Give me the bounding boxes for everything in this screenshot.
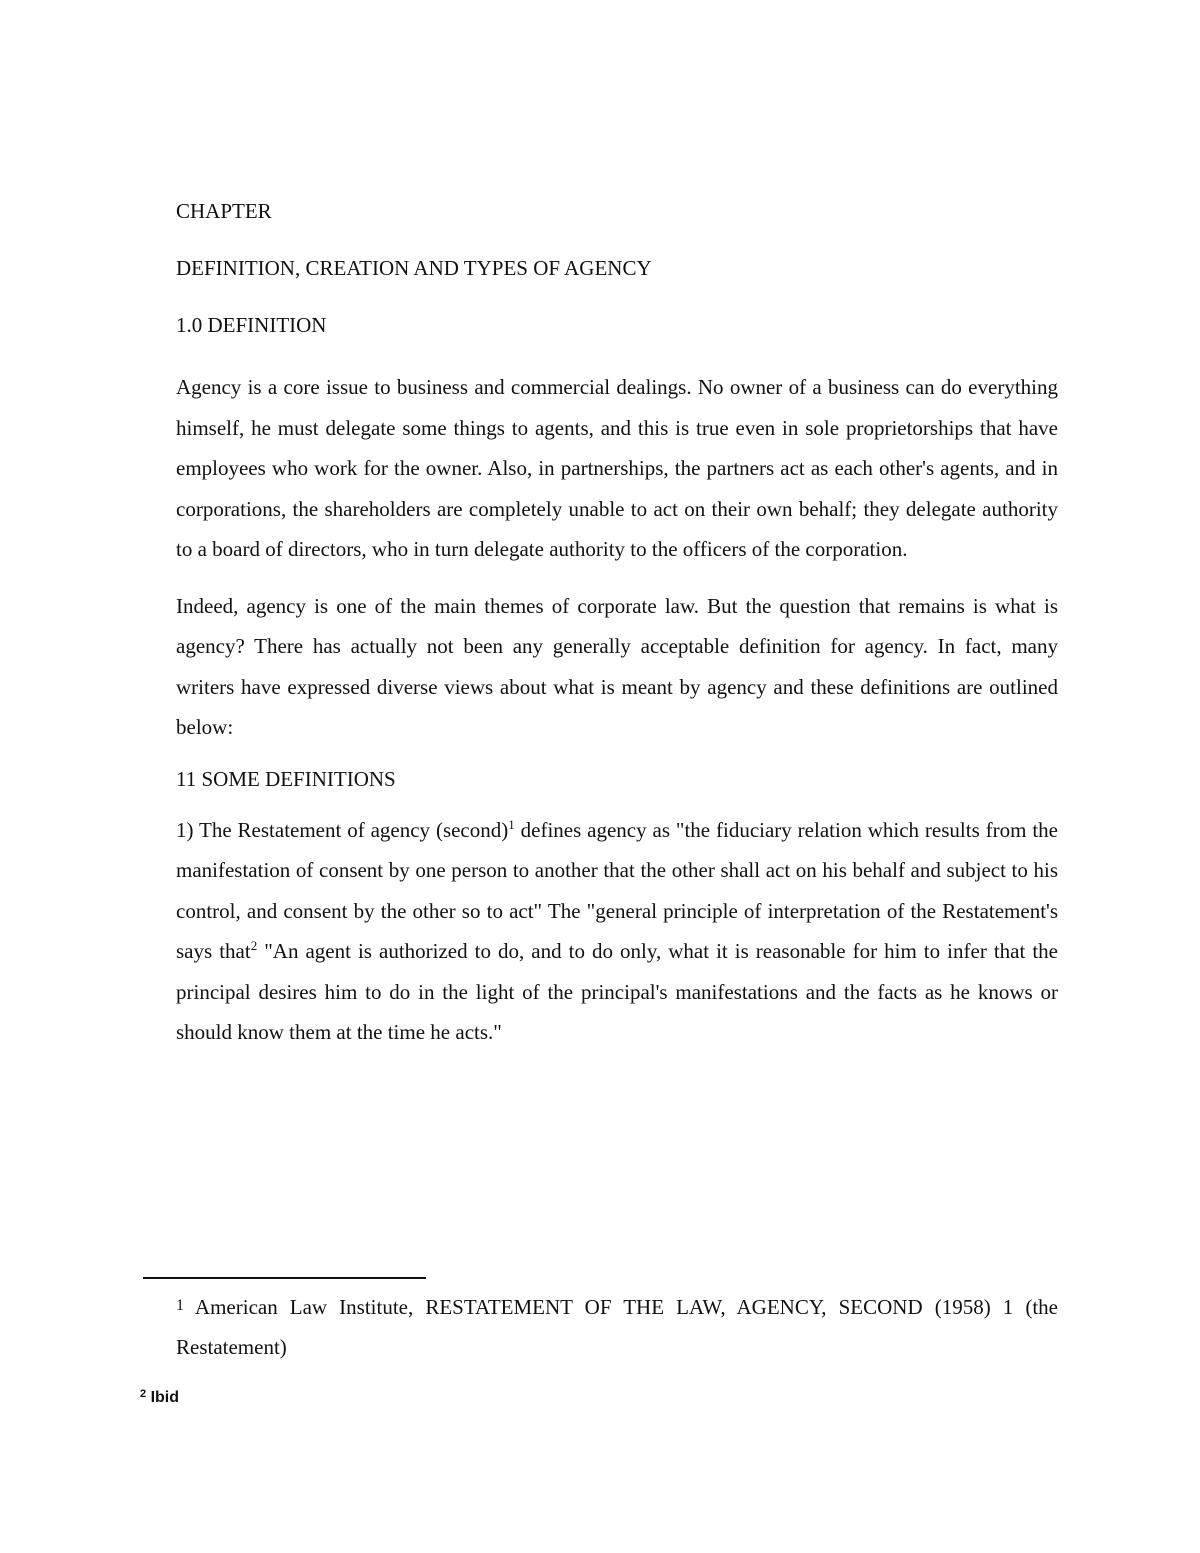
footnote-ref-1: 1 — [508, 816, 515, 832]
restatement-text-part3: "An agent is authorized to do, and to do only, what it is reasonable for him to infer that the principal desires him to do in the light of the principal's manifestations and the facts as he knows or should know them at the time he acts." — [176, 939, 1058, 1044]
footnote-2-mark: 2 — [140, 1388, 147, 1400]
paragraph-agency-core-issue: Agency is a core issue to business and commercial dealings. No owner of a business can do everything himself, he must delegate some things to agents, and this is true even in sole proprietorships that have employees who work for the owner. Also, in partnerships, the partners act as each other's agents, and in corporations, the shareholders are completely unable to act on their own behalf; they delegate authority to a board of directors, who in turn delegate authority to the officers of the corporation. — [176, 375, 1058, 561]
footnote-ref-2: 2 — [250, 938, 258, 953]
footnote-1-text: American Law Institute, RESTATEMENT OF THE LAW, AGENCY, SECOND (1958) 1 (the Restatement) — [176, 1295, 1058, 1359]
paragraph-restatement-definition — [176, 810, 1058, 1053]
chapter-title: DEFINITION, CREATION AND TYPES OF AGENCY — [176, 256, 652, 280]
footnote-1 — [176, 1287, 1058, 1367]
chapter-label: CHAPTER — [176, 199, 272, 223]
footnote-2-text: Ibid — [146, 1389, 180, 1406]
restatement-text-part1: 1) The Restatement of agency (second) — [176, 817, 509, 842]
section-heading-some-definitions: 11 SOME DEFINITIONS — [176, 766, 396, 791]
paragraph-agency-main-themes: Indeed, agency is one of the main themes of corporate law. But the question that remains is what is agency? There has actually not been any generally acceptable definition for agency. In fact, many writers have expressed diverse views about what is meant by agency and these definitions are outlined below: — [176, 593, 1058, 739]
section-heading-definition: 1.0 DEFINITION — [176, 313, 327, 337]
footnote-separator — [143, 1277, 426, 1279]
document-page — [176, 196, 1058, 1053]
restatement-text-part2: defines agency as "the fiduciary relation which results from the manifestation of consent by one person to another that the other shall act on his behalf and subject to his control, and consent by the other so to act" The "general principle of interpretation of the Restatement's says that — [176, 817, 1058, 963]
footnote-1-mark: 1 — [176, 1297, 184, 1314]
footnote-2 — [140, 1388, 179, 1408]
